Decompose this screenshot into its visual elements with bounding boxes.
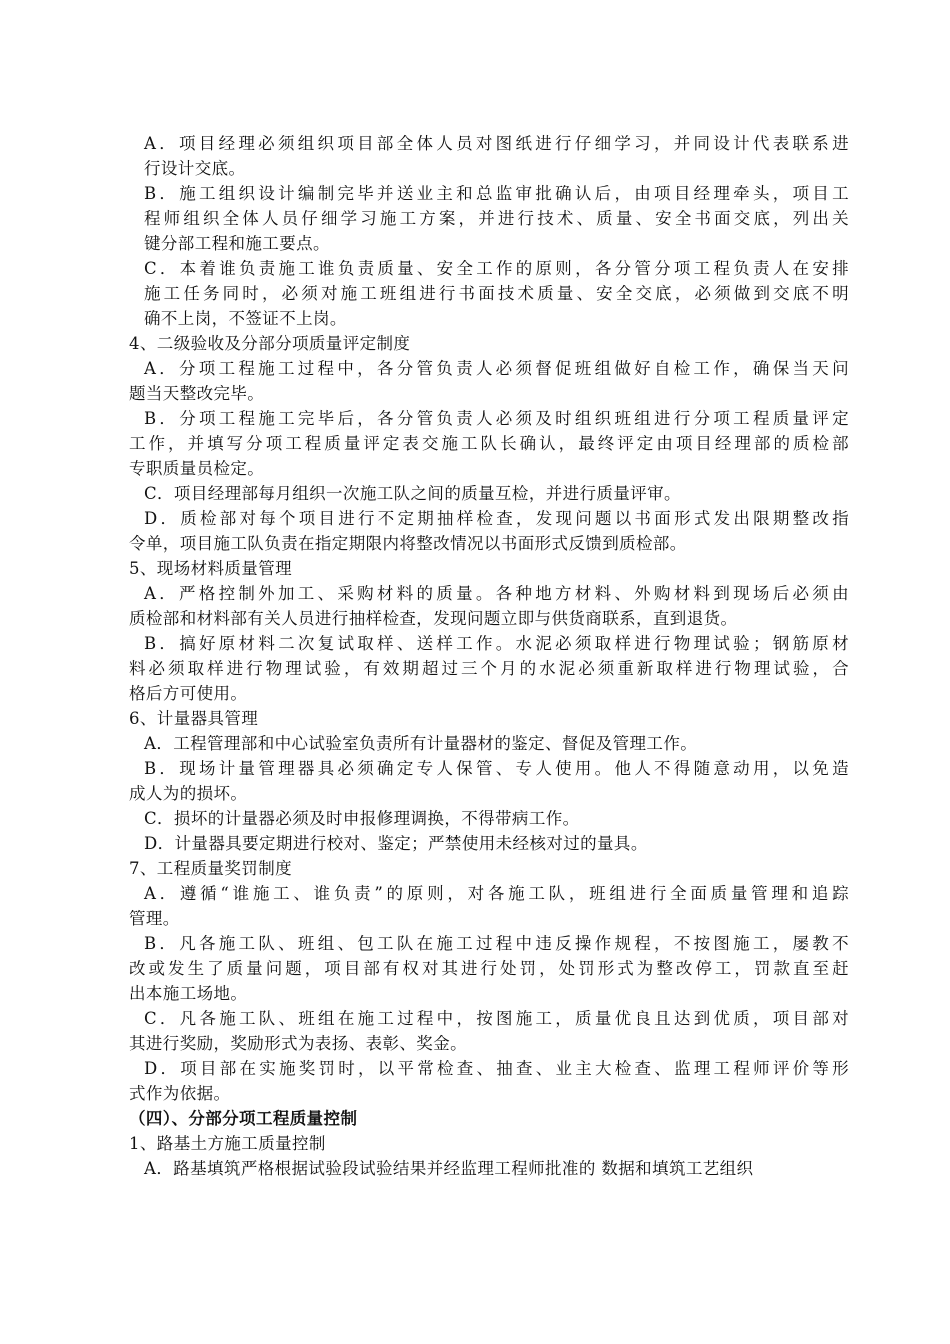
continuation-line: 改或发生了质量问题，项目部有权对其进行处罚，处罚形式为整改停工，罚款直至赶	[129, 959, 849, 978]
continuation-line: 管理。	[129, 909, 180, 928]
continuation-line: 质检部和材料部有关人员进行抽样检查，发现问题立即与供货商联系，直到退货。	[129, 609, 738, 628]
list-item-line: B．现场计量管理器具必须确定专人保管、专人使用。他人不得随意动用，以免造	[144, 759, 849, 778]
section-heading: 5、现场材料质量管理	[129, 559, 292, 578]
continuation-line: 行设计交底。	[144, 159, 246, 178]
continuation-line: 格后方可使用。	[129, 684, 248, 703]
list-item-line: C．凡各施工队、班组在施工过程中，按图施工，质量优良且达到优质，项目部对	[144, 1009, 849, 1028]
continuation-line: 令单，项目施工队负责在指定期限内将整改情况以书面形式反馈到质检部。	[129, 534, 687, 553]
list-item-line: D．质检部对每个项目进行不定期抽样检查，发现问题以书面形式发出限期整改指	[144, 509, 849, 528]
list-item-line: A．严格控制外加工、采购材料的质量。各种地方材料、外购材料到现场后必须由	[144, 584, 849, 603]
continuation-line: 施工任务同时，必须对施工班组进行书面技术质量、安全交底，必须做到交底不明	[144, 284, 849, 303]
list-item-line: D．项目部在实施奖罚时，以平常检查、抽查、业主大检查、监理工程师评价等形	[144, 1059, 849, 1078]
list-item-line: B．分项工程施工完毕后，各分管负责人必须及时组织班组进行分项工程质量评定	[144, 409, 849, 428]
list-item-line: C．本着谁负责施工谁负责质量、安全工作的原则，各分管分项工程负责人在安排	[144, 259, 849, 278]
list-item-line: A．遵循“谁施工、谁负责”的原则，对各施工队，班组进行全面质量管理和追踪	[144, 884, 849, 903]
list-item-line: A．分项工程施工过程中，各分管负责人必须督促班组做好自检工作，确保当天问	[144, 359, 849, 378]
list-item-line: C．损坏的计量器必须及时申报修理调换，不得带病工作。	[144, 809, 580, 828]
chapter-heading: （四）、分部分项工程质量控制	[129, 1109, 358, 1128]
continuation-line: 料必须取样进行物理试验，有效期超过三个月的水泥必须重新取样进行物理试验，合	[129, 659, 849, 678]
list-item-line: B．搞好原材料二次复试取样、送样工作。水泥必须取样进行物理试验；钢筋原材	[144, 634, 849, 653]
continuation-line: 专职质量员检定。	[129, 459, 265, 478]
continuation-line: 式作为依据。	[129, 1084, 231, 1103]
list-item-line: A．路基填筑严格根据试验段试验结果并经监理工程师批准的 数据和填筑工艺组织	[144, 1159, 754, 1178]
continuation-line: 题当天整改完毕。	[129, 384, 265, 403]
list-item-line: D．计量器具要定期进行校对、鉴定；严禁使用未经核对过的量具。	[144, 834, 648, 853]
section-heading: 6、计量器具管理	[129, 709, 259, 728]
list-item-line: B．凡各施工队、班组、包工队在施工过程中违反操作规程，不按图施工，屡教不	[144, 934, 849, 953]
continuation-line: 其进行奖励，奖励形式为表扬、表彰、奖金。	[129, 1034, 467, 1053]
list-item-line: B．施工组织设计编制完毕并送业主和总监审批确认后，由项目经理牵头，项目工	[144, 184, 849, 203]
continuation-line: 确不上岗，不签证不上岗。	[144, 309, 347, 328]
section-heading: 7、工程质量奖罚制度	[129, 859, 292, 878]
continuation-line: 出本施工场地。	[129, 984, 248, 1003]
list-item-line: A．工程管理部和中心试验室负责所有计量器材的鉴定、督促及管理工作。	[144, 734, 698, 753]
section-heading: 1、路基土方施工质量控制	[129, 1134, 326, 1153]
list-item-line: C．项目经理部每月组织一次施工队之间的质量互检，并进行质量评审。	[144, 484, 681, 503]
document-body	[129, 131, 849, 1181]
continuation-line: 键分部工程和施工要点。	[144, 234, 330, 253]
continuation-line: 程师组织全体人员仔细学习施工方案，并进行技术、质量、安全书面交底，列出关	[144, 209, 849, 228]
continuation-line: 工作，并填写分项工程质量评定表交施工队长确认，最终评定由项目经理部的质检部	[129, 434, 849, 453]
continuation-line: 成人为的损坏。	[129, 784, 248, 803]
section-heading: 4、二级验收及分部分项质量评定制度	[129, 334, 411, 353]
list-item-line: A．项目经理必须组织项目部全体人员对图纸进行仔细学习，并同设计代表联系进	[144, 134, 849, 153]
